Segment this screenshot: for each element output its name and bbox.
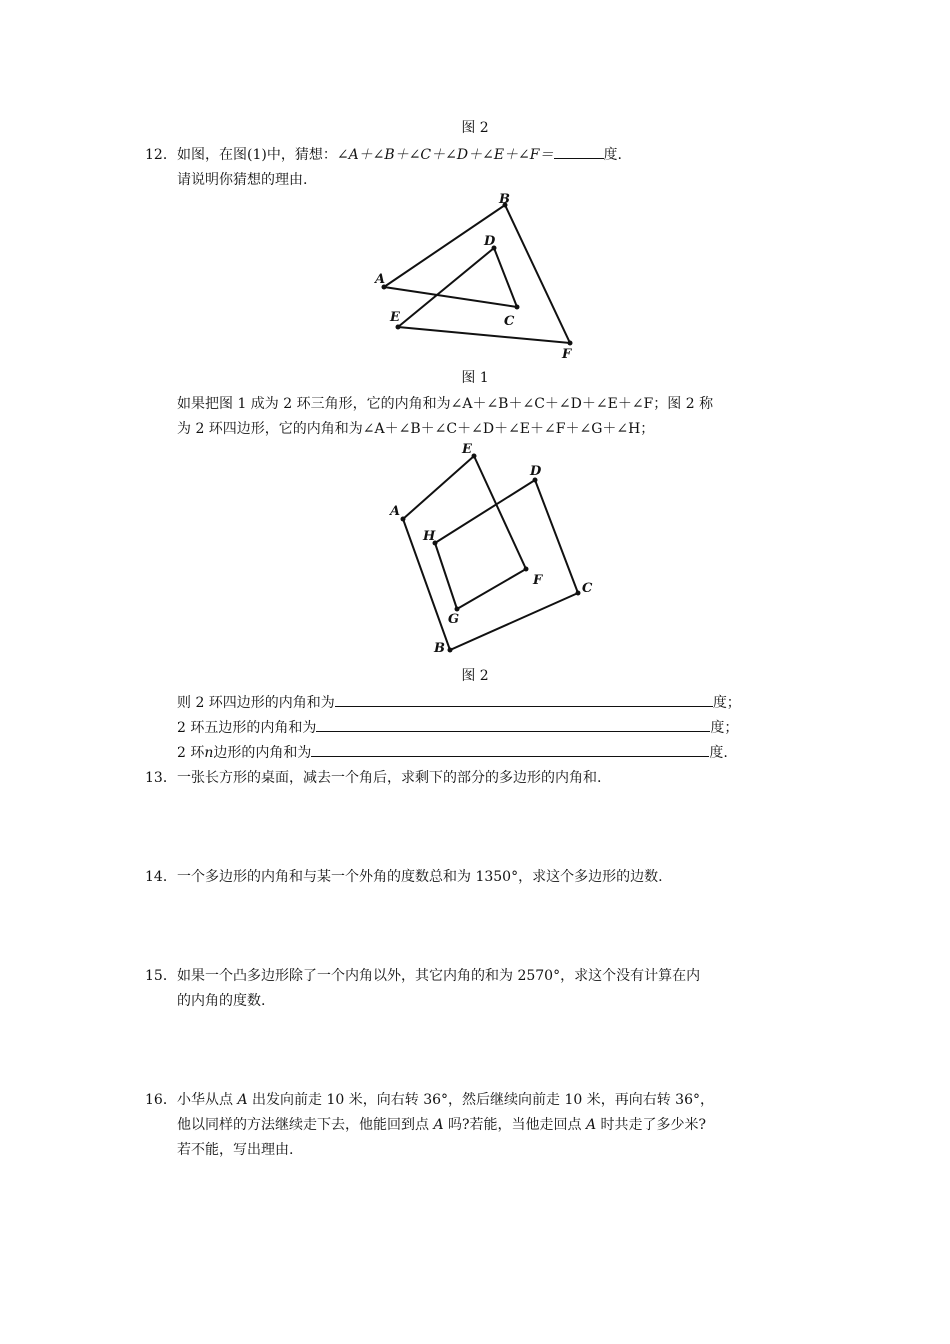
quad-outer [403, 480, 578, 650]
fig2-label-a: A [390, 504, 401, 519]
answer-blank[interactable] [311, 742, 709, 757]
figure-1-caption: 图 1 [461, 370, 489, 386]
question-13: 13．一张长方形的桌面，减去一个角后，求剩下的部分的多边形的内角和. [145, 770, 602, 786]
fig2-label-g: G [448, 612, 460, 627]
answer-blank[interactable] [335, 692, 713, 707]
fig2-label-h: H [423, 529, 436, 544]
fig1-label-d: D [484, 234, 496, 249]
question-14: 14．一个多边形的内角和与某一个外角的度数总和为 1350°，求这个多边形的边数. [145, 869, 663, 885]
fig1-label-a: A [375, 272, 386, 287]
answer-line-quadrilateral: 则 2 环四边形的内角和为 度； [177, 692, 741, 713]
figure-2-caption: 图 2 [461, 668, 489, 684]
fig1-label-e: E [390, 310, 400, 325]
fig2-label-c: C [582, 581, 593, 596]
fig2-label-b: B [434, 641, 445, 656]
question-15-line1: 15．如果一个凸多边形除了一个内角以外，其它内角的和为 2570°，求这个没有计算在内 [145, 968, 701, 984]
quad-inner [403, 456, 526, 609]
fig1-label-b: B [499, 192, 510, 207]
paragraph-line1: 如果把图 1 成为 2 环三角形，它的内角和为∠A＋∠B＋∠C＋∠D＋∠E＋∠F；图 2 称 [177, 396, 714, 412]
figure-caption-top: 图 2 [461, 120, 489, 136]
answer-line-n-gon: 2 环n边形的内角和为 度. [177, 742, 728, 763]
fig2-label-f: F [533, 573, 543, 588]
fig1-label-c: C [504, 314, 515, 329]
question-number: 12． [145, 147, 177, 163]
fig2-label-e: E [462, 442, 472, 457]
question-16-line1: 16．小华从点 A 出发向前走 10 米，向右转 36°，然后继续向前走 10 米，再向右转 36°， [145, 1092, 714, 1108]
answer-blank[interactable] [316, 717, 710, 732]
paragraph-line2: 为 2 环四边形，它的内角和为∠A＋∠B＋∠C＋∠D＋∠E＋∠F＋∠G＋∠H； [177, 421, 655, 437]
question-12-line1: 12．如图，在图(1)中，猜想：∠A＋∠B＋∠C＋∠D＋∠E＋∠F＝ 度. [145, 144, 622, 165]
question-16-line3: 若不能，写出理由. [177, 1142, 294, 1158]
question-15-line2: 的内角的度数. [177, 993, 266, 1009]
question-12-line2: 请说明你猜想的理由. [177, 172, 308, 188]
fig1-label-f: F [562, 347, 572, 362]
question-16-line2: 他以同样的方法继续走下去，他能回到点 A 吗?若能，当他走回点 A 时共走了多少米? [177, 1117, 707, 1133]
answer-line-pentagon: 2 环五边形的内角和为 度； [177, 717, 738, 738]
fig2-label-d: D [530, 464, 542, 479]
